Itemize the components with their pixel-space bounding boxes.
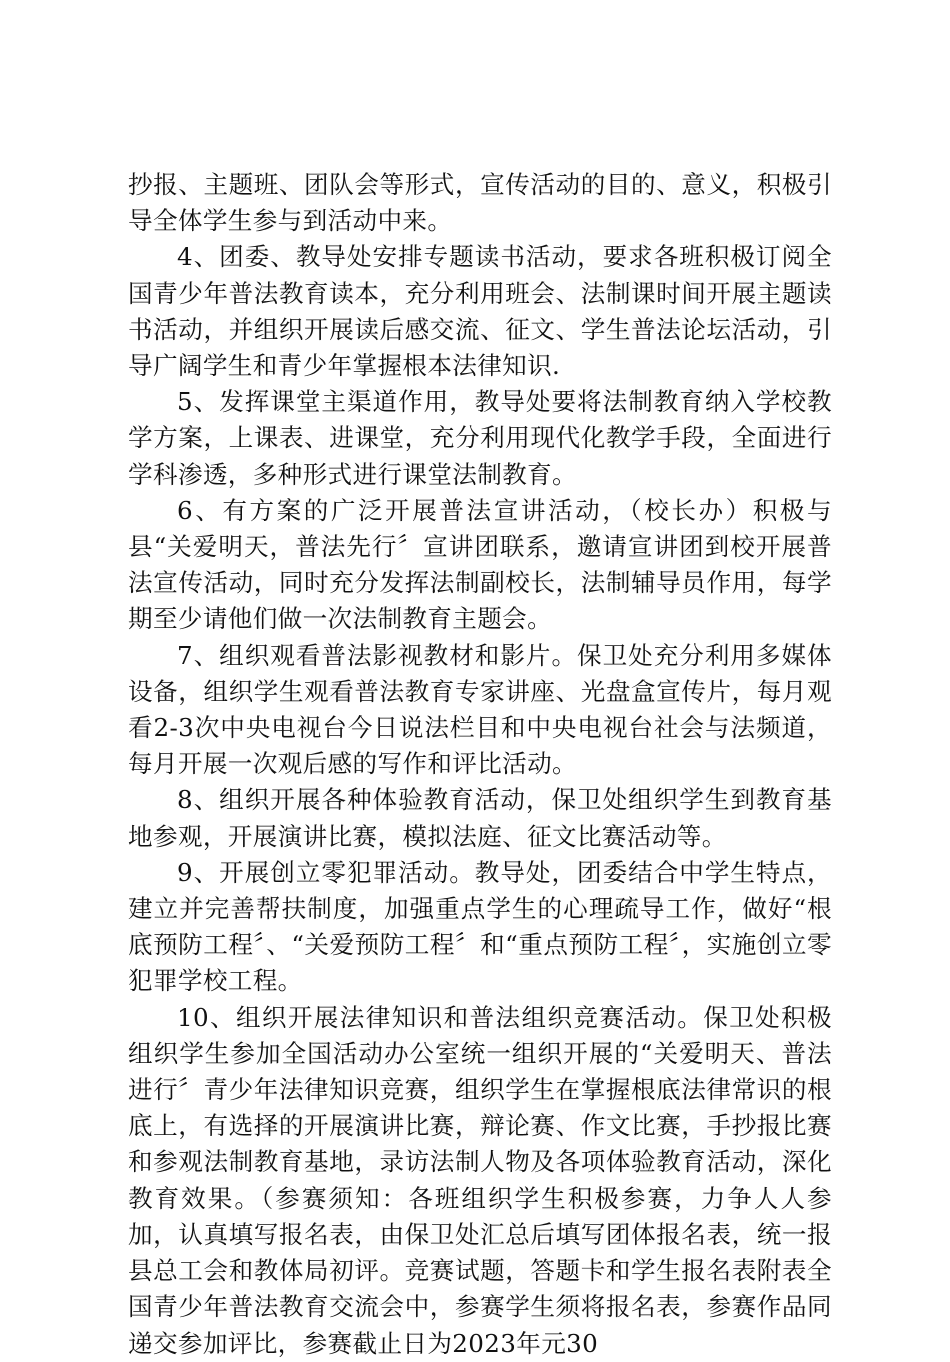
paragraph-item-4: 4、团委、教导处安排专题读书活动，要求各班积极订阅全国青少年普法教育读本，充分利用班会、法制课时间开展主题读书活动，并组织开展读后感交流、征文、学生普法论坛活动，引导广阔学生和青少年掌握根本法律知识. — [128, 242, 832, 381]
paragraph-item-8: 8、组织开展各种体验教育活动，保卫处组织学生到教育基地参观，开展演讲比赛，模拟法庭、征文比赛活动等。 — [128, 785, 832, 851]
paragraph-continued: 抄报、主题班、团队会等形式，宣传活动的目的、意义，积极引导全体学生参与到活动中来。 — [128, 170, 832, 236]
paragraph-item-5: 5、发挥课堂主渠道作用，教导处要将法制教育纳入学校教学方案，上课表、进课堂，充分利用现代化教学手段，全面进行学科渗透，多种形式进行课堂法制教育。 — [128, 387, 832, 489]
document-body — [128, 167, 832, 1362]
paragraph-item-6: 6、有方案的广泛开展普法宣讲活动，（校长办）积极与县“关爱明天，普法先行〞宣讲团联系，邀请宣讲团到校开展普法宣传活动，同时充分发挥法制副校长，法制辅导员作用，每学期至少请他们做一次法制教育主题会。 — [128, 495, 832, 634]
paragraph-item-7: 7、组织观看普法影视教材和影片。保卫处充分利用多媒体设备，组织学生观看普法教育专家讲座、光盘盒宣传片，每月观看2-3次中央电视台今日说法栏目和中央电视台社会与法频道，每月开展一次观后感的写作和评比活动。 — [128, 640, 832, 779]
paragraph-item-10: 10、组织开展法律知识和普法组织竞赛活动。保卫处积极组织学生参加全国活动办公室统一组织开展的“关爱明天、普法进行〞青少年法律知识竞赛，组织学生在掌握根底法律常识的根底上，有选择的开展演讲比赛，辩论赛、作文比赛，手抄报比赛和参观法制教育基地，录访法制人物及各项体验教育活动，深化教育效果。（参赛须知：各班组织学生积极参赛，力争人人参加，认真填写报名表，由保卫处汇总后填写团体报名表，统一报县总工会和教体局初评。竞赛试题，答题卡和学生报名表附表全国青少年普法教育交流会中，参赛学生须将报名表，参赛作品同递交参加评比，参赛截止日为2023年元30 — [128, 1002, 832, 1358]
paragraph-item-9: 9、开展创立零犯罪活动。教导处，团委结合中学生特点，建立并完善帮扶制度，加强重点学生的心理疏导工作，做好“根底预防工程〞、“关爱预防工程〞和“重点预防工程〞，实施创立零犯罪学校工程。 — [128, 857, 832, 996]
